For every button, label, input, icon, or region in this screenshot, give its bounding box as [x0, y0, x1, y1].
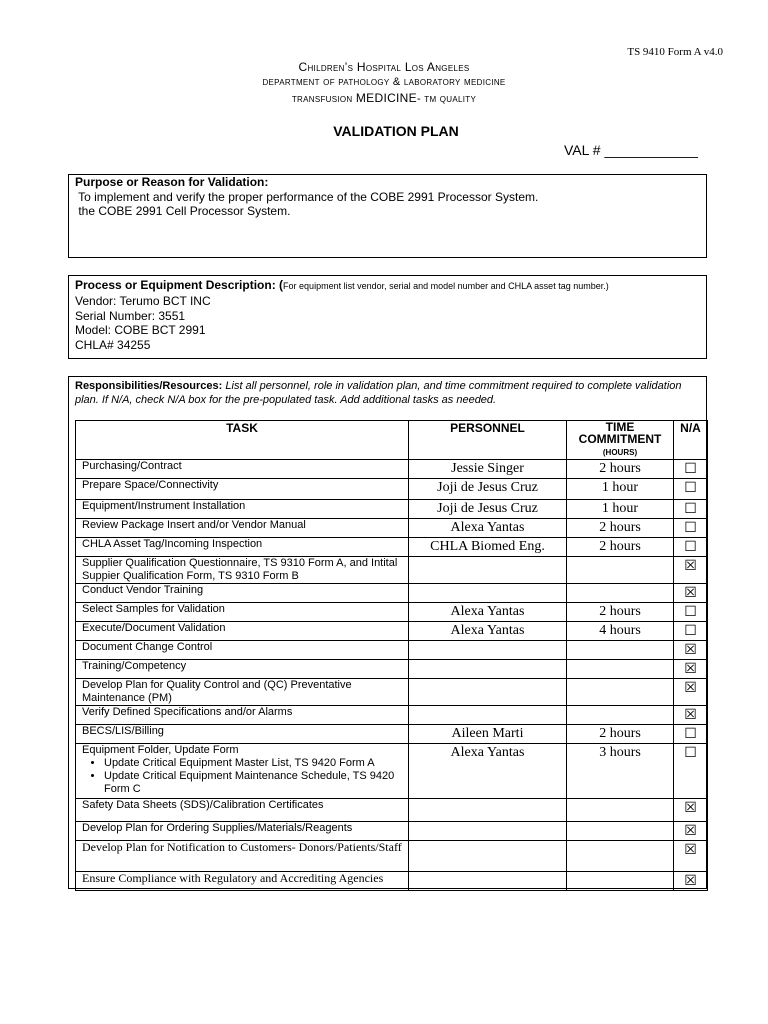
- asset-line: CHLA# 34255: [75, 337, 151, 352]
- hours-cell[interactable]: 3 hours: [567, 744, 674, 799]
- hours-cell[interactable]: [567, 557, 674, 584]
- personnel-cell[interactable]: [409, 557, 567, 584]
- na-checkbox[interactable]: ☐: [674, 725, 708, 744]
- task-cell: Develop Plan for Quality Control and (QC) Preventative Maintenance (PM): [76, 679, 409, 706]
- process-header: [75, 276, 700, 294]
- table-row: [76, 725, 708, 744]
- personnel-cell[interactable]: [409, 872, 567, 891]
- task-cell: Review Package Insert and/or Vendor Manual: [76, 519, 409, 538]
- personnel-cell[interactable]: [409, 679, 567, 706]
- personnel-cell[interactable]: Alexa Yantas: [409, 603, 567, 622]
- hours-cell[interactable]: 2 hours: [567, 460, 674, 479]
- hours-cell[interactable]: 2 hours: [567, 725, 674, 744]
- personnel-cell[interactable]: [409, 822, 567, 841]
- vendor-line: Vendor: Terumo BCT INC: [75, 294, 211, 308]
- hours-cell[interactable]: [567, 660, 674, 679]
- table-row: [76, 641, 708, 660]
- personnel-cell[interactable]: CHLA Biomed Eng.: [409, 538, 567, 557]
- table-row: [76, 744, 708, 799]
- personnel-cell[interactable]: Joji de Jesus Cruz: [409, 500, 567, 519]
- process-label: Process or Equipment Description: (: [75, 278, 284, 292]
- task-cell: Ensure Compliance with Regulatory and Accrediting Agencies: [76, 872, 409, 891]
- header-task: TASK: [76, 421, 409, 460]
- header-time-unit: (HOURS): [602, 448, 638, 457]
- na-checkbox[interactable]: ☒: [674, 584, 708, 603]
- task-cell: Purchasing/Contract: [76, 460, 409, 479]
- task-cell: Training/Competency: [76, 660, 409, 679]
- table-row: [76, 500, 708, 519]
- table-header-row: [76, 421, 708, 460]
- table-row: [76, 679, 708, 706]
- responsibilities-intro: [75, 379, 695, 407]
- table-row: [76, 841, 708, 872]
- hours-cell[interactable]: 2 hours: [567, 519, 674, 538]
- purpose-label: Purpose or Reason for Validation:: [75, 175, 269, 189]
- hours-cell[interactable]: [567, 679, 674, 706]
- task-cell: Safety Data Sheets (SDS)/Calibration Certificates: [76, 799, 409, 822]
- task-cell: Equipment/Instrument Installation: [76, 500, 409, 519]
- task-sub-list: [82, 757, 408, 796]
- na-checkbox[interactable]: ☐: [674, 622, 708, 641]
- hours-cell[interactable]: 1 hour: [567, 500, 674, 519]
- hours-cell[interactable]: [567, 641, 674, 660]
- hours-cell[interactable]: [567, 841, 674, 872]
- na-checkbox[interactable]: ☒: [674, 799, 708, 822]
- division-prefix: transfusion: [291, 93, 356, 105]
- task-cell: Verify Defined Specifications and/or Alarms: [76, 706, 409, 725]
- table-row: [76, 622, 708, 641]
- hours-cell[interactable]: [567, 822, 674, 841]
- na-checkbox[interactable]: ☐: [674, 603, 708, 622]
- personnel-cell[interactable]: [409, 799, 567, 822]
- task-cell: Develop Plan for Ordering Supplies/Materials/Reagents: [76, 822, 409, 841]
- task-cell: Select Samples for Validation: [76, 603, 409, 622]
- task-cell: Execute/Document Validation: [76, 622, 409, 641]
- hours-cell[interactable]: 4 hours: [567, 622, 674, 641]
- division-caps: MEDICINE: [355, 91, 417, 105]
- personnel-cell[interactable]: Jessie Singer: [409, 460, 567, 479]
- table-row: [76, 660, 708, 679]
- personnel-cell[interactable]: [409, 660, 567, 679]
- document-title: VALIDATION PLAN: [333, 123, 459, 139]
- na-checkbox[interactable]: ☒: [674, 557, 708, 584]
- personnel-cell[interactable]: Aileen Marti: [409, 725, 567, 744]
- task-sub-item: • Update Critical Equipment Maintenance Schedule, TS 9420 Form C: [104, 770, 408, 796]
- table-row: [76, 799, 708, 822]
- task-cell: CHLA Asset Tag/Incoming Inspection: [76, 538, 409, 557]
- na-checkbox[interactable]: ☒: [674, 872, 708, 891]
- hours-cell[interactable]: [567, 706, 674, 725]
- hours-cell[interactable]: [567, 584, 674, 603]
- header-personnel: PERSONNEL: [409, 421, 567, 460]
- personnel-cell[interactable]: [409, 584, 567, 603]
- header-time: [567, 421, 674, 460]
- department-name: department of pathology & laboratory medicine: [262, 76, 506, 88]
- form-id: TS 9410 Form A v4.0: [627, 46, 723, 58]
- header-time-label: TIME COMMITMENT: [578, 420, 662, 446]
- val-number-field[interactable]: VAL # ____________: [564, 142, 698, 158]
- personnel-cell[interactable]: [409, 641, 567, 660]
- personnel-cell[interactable]: Joji de Jesus Cruz: [409, 479, 567, 500]
- na-checkbox[interactable]: ☐: [674, 519, 708, 538]
- table-row: [76, 706, 708, 725]
- task-cell: Conduct Vendor Training: [76, 584, 409, 603]
- na-checkbox[interactable]: ☒: [674, 841, 708, 872]
- task-cell: Prepare Space/Connectivity: [76, 479, 409, 500]
- purpose-line-2: the COBE 2991 Cell Processor System.: [75, 204, 291, 218]
- hours-cell[interactable]: 1 hour: [567, 479, 674, 500]
- na-checkbox[interactable]: ☐: [674, 460, 708, 479]
- task-cell: Document Change Control: [76, 641, 409, 660]
- na-checkbox[interactable]: ☐: [674, 538, 708, 557]
- na-checkbox[interactable]: ☐: [674, 479, 708, 500]
- process-section: [68, 275, 707, 359]
- org-name: Children’s Hospital Los Angeles: [298, 60, 470, 74]
- table-row: [76, 460, 708, 479]
- table-row: [76, 479, 708, 500]
- task-cell: Develop Plan for Notification to Customers- Donors/Patients/Staff: [76, 841, 409, 872]
- purpose-line-1: To implement and verify the proper performance of the COBE 2991 Processor System.: [75, 189, 539, 204]
- task-cell: [76, 744, 409, 799]
- hours-cell[interactable]: [567, 799, 674, 822]
- table-row: [76, 822, 708, 841]
- na-checkbox[interactable]: ☒: [674, 641, 708, 660]
- process-note: For equipment list vendor, serial and model number and CHLA asset tag number.): [283, 281, 609, 291]
- responsibilities-instructions: List all personnel, role in validation plan, and time commitment required to complete validation plan. If N/A, check N/A box for the pre-populated task. Add additional tasks as needed.: [75, 380, 682, 406]
- hours-cell[interactable]: 2 hours: [567, 603, 674, 622]
- serial-line: Serial Number: 3551: [75, 308, 186, 323]
- task-cell: BECS/LIS/Billing: [76, 725, 409, 744]
- hours-cell[interactable]: [567, 872, 674, 891]
- hours-cell[interactable]: 2 hours: [567, 538, 674, 557]
- na-checkbox[interactable]: ☒: [674, 822, 708, 841]
- task-label: Equipment Folder, Update Form: [82, 744, 239, 756]
- personnel-cell[interactable]: Alexa Yantas: [409, 744, 567, 799]
- model-line: Model: COBE BCT 2991: [75, 323, 206, 337]
- table-row: [76, 519, 708, 538]
- table-row: [76, 603, 708, 622]
- na-checkbox[interactable]: ☒: [674, 706, 708, 725]
- task-sub-item: • Update Critical Equipment Master List, TS 9420 Form A: [104, 757, 408, 770]
- table-row: [76, 557, 708, 584]
- division-name: [0, 91, 768, 105]
- personnel-cell[interactable]: Alexa Yantas: [409, 519, 567, 538]
- header-na: N/A: [674, 421, 708, 460]
- division-suffix: - tm quality: [416, 93, 477, 105]
- na-checkbox[interactable]: ☐: [674, 744, 708, 799]
- table-row: [76, 584, 708, 603]
- table-row: [76, 538, 708, 557]
- responsibilities-label: Responsibilities/Resources:: [75, 380, 223, 392]
- task-table: [75, 420, 708, 891]
- na-checkbox[interactable]: ☒: [674, 679, 708, 706]
- table-row: [76, 872, 708, 891]
- task-cell: Supplier Qualification Questionnaire, TS 9310 Form A, and Intital Suppier Qualification Form, TS 9310 Form B: [76, 557, 409, 584]
- na-checkbox[interactable]: ☐: [674, 500, 708, 519]
- personnel-cell[interactable]: [409, 706, 567, 725]
- purpose-section: [68, 174, 707, 258]
- personnel-cell[interactable]: [409, 841, 567, 872]
- personnel-cell[interactable]: Alexa Yantas: [409, 622, 567, 641]
- na-checkbox[interactable]: ☒: [674, 660, 708, 679]
